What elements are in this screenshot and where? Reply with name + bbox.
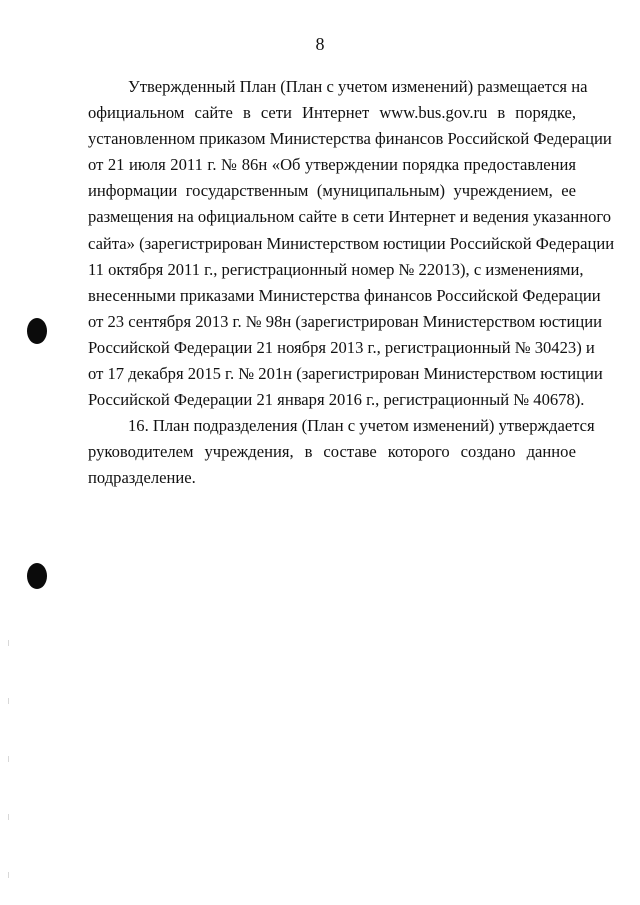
text-line: внесенными приказами Министерства финансов Российской Федерации bbox=[88, 285, 601, 305]
scan-artifact bbox=[8, 872, 9, 878]
text-line: 16. План подразделения (План с учетом изменений) утверждается bbox=[128, 416, 595, 436]
scan-artifact bbox=[8, 756, 9, 762]
text-line: 11 октября 2011 г., регистрационный номер № 22013), с изменениями, bbox=[88, 259, 584, 279]
text-line: размещения на официальном сайте в сети Интернет и ведения указанного bbox=[88, 207, 612, 227]
text-line: от 21 июля 2011 г. № 86н «Об утверждении порядка предоставления bbox=[88, 155, 576, 175]
text-line: руководителем учреждения, в составе которого создано данное bbox=[88, 442, 576, 462]
text-line: Российской Федерации 21 ноября 2013 г., регистрационный № 30423) и bbox=[88, 337, 595, 357]
paragraph-16-approval bbox=[88, 413, 595, 491]
text-line: официальном сайте в сети Интернет www.bus.gov.ru в порядке, bbox=[88, 103, 576, 123]
text-line: информации государственным (муниципальным) учреждением, ее bbox=[88, 181, 576, 201]
scan-artifact bbox=[8, 698, 9, 704]
binder-hole-top bbox=[27, 318, 47, 344]
binder-hole-bottom bbox=[27, 563, 47, 589]
document-body bbox=[88, 74, 615, 492]
text-line: сайта» (зарегистрирован Министерством юстиции Российской Федерации bbox=[88, 233, 615, 253]
scan-artifact bbox=[8, 640, 9, 646]
text-line: подразделение. bbox=[88, 468, 196, 488]
text-line: Утвержденный План (План с учетом изменений) размещается на bbox=[128, 77, 588, 96]
paragraph-publication-order bbox=[88, 74, 615, 413]
scan-artifact bbox=[8, 814, 9, 820]
text-line: от 23 сентября 2013 г. № 98н (зарегистрирован Министерством юстиции bbox=[88, 311, 602, 331]
text-line: от 17 декабря 2015 г. № 201н (зарегистрирован Министерством юстиции bbox=[88, 364, 603, 384]
text-line: Российской Федерации 21 января 2016 г., регистрационный № 40678). bbox=[88, 390, 585, 410]
page-number: 8 bbox=[315, 34, 325, 54]
text-line: установленном приказом Министерства финансов Российской Федерации bbox=[88, 129, 612, 149]
